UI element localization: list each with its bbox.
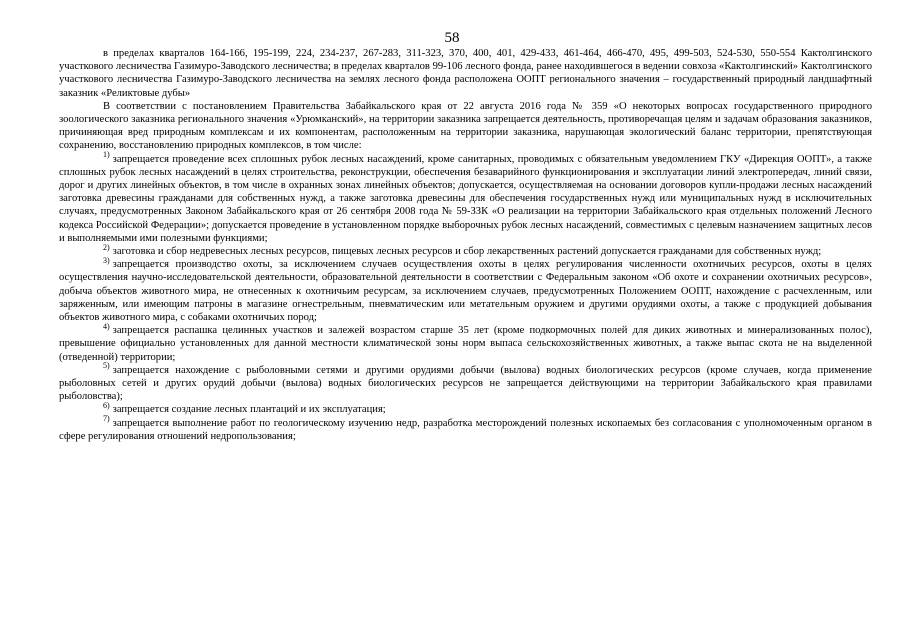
paragraph-text: в пределах кварталов 164-166, 195-199, 224, 234-237, 267-283, 311-323, 370, 400, 401, 429-433, 461-464, 466-470, 495, 499-503, 524-530, 550-554 Кактолгинского участкового лесничества Газимуро-Заводского лесничества; в пределах кварталов 99-106 лесного фонда, ранее находившегося в ведении совхоза «Кактолгинский» Кактолгинского участкового лесничества Газимуро-Заводского лесничества на землях лесного фонда расположена ООПТ регионального значения – государственный природный ландшафтный заказник «Реликтовые дубы» [59, 48, 872, 99]
item-number: 2) [103, 242, 110, 252]
item-text: запрещается создание лесных плантаций и их эксплуатация; [112, 404, 386, 416]
list-item [59, 414, 872, 443]
list-item [59, 400, 872, 416]
item-number: 7) [103, 414, 110, 424]
paragraph-quarters [59, 47, 872, 100]
page-number: 58 [444, 30, 460, 46]
item-number: 1) [103, 150, 110, 160]
paragraph-text: В соответствии с постановлением Правительства Забайкальского края от 22 августа 2016 года № 359 «О некоторых вопросах государственного природного зоологического заказника регионального значения «Урюмканский», на территории заказника запрещается деятельность, противоречащая целям и задачам образования заказников, причиняющая вред природным комплексам и их компонентам, расположенным на территории заказника, нарушающая экологический баланс территории, препятствующая сохранению, восстановлению природных комплексов, в том числе: [59, 100, 872, 152]
list-item [59, 150, 872, 245]
item-text: заготовка и сбор недревесных лесных ресурсов, пищевых лесных ресурсов и сбор лекарственных растений допускается гражданами для собственных нужд; [112, 246, 822, 258]
item-number: 5) [103, 361, 110, 371]
list-item [59, 242, 872, 258]
list-item [59, 361, 872, 404]
paragraph-resolution [59, 100, 872, 153]
item-text: запрещается распашка целинных участков и залежей возрастом старше 35 лет (кроме подкормочных полей для диких животных и минерализованных полос), превышение официально установленных для данной местности климатической зоны норм выпаса сельскохозяйственных животных, а также выпас скота не на выделенной (отведенной) территории; [59, 325, 872, 363]
item-text: запрещается производство охоты, за исключением случаев осуществления охоты в целях регулирования численности охотничьих ресурсов, охоты в целях осуществления научно-исследовательской деятельности, образовательной деятельности в соответствии с Федеральным законом «Об охоте и сохранении охотничьих ресурсов», добыча объектов животного мира, не отнесенных к охотничьим ресурсам, за исключением случаев, предусмотренных Положением ООПТ, нахождение с расчехленным, или заряженным, или имеющим патроны в магазине огнестрельным, пневматическим или метательным оружием и другими орудиями охоты, а также с продукцией добывания объектов животного мира, с собаками охотничьих пород; [59, 259, 872, 324]
item-number: 6) [103, 400, 110, 410]
item-number: 3) [103, 255, 110, 265]
item-text: запрещается выполнение работ по геологическому изучению недр, разработка месторождений полезных ископаемых без согласования с уполномоченным органом в сфере регулирования отношений недропользования; [59, 417, 872, 442]
document-body [59, 47, 872, 443]
item-text: запрещается проведение всех сплошных рубок лесных насаждений, кроме санитарных, проводимых с обязательным уведомлением ГКУ «Дирекция ООПТ», а также сплошных рубок лесных насаждений в целях строительства, реконструкции, обеспечения безаварийного функционирования и эксплуатации линий электропередач, линий связи, дорог и других линейных объектов, в том числе в охранных зонах линейных объектов; допускается, осуществляемая на основании договоров купли-продажи лесных насаждений заготовка древесины гражданами для собственных нужд, а также заготовка древесины для обеспечения государственных нужд или муниципальных нужд в исключительных случаях, предусмотренных Законом Забайкальского края от 26 сентября 2008 года № 59-ЗЗК «О реализации на территории Забайкальского края отдельных положений Лесного кодекса Российской Федерации»; допускается проведение в установленном порядке выборочных рубок лесных насаждений, совместимых с целевым назначением защитных лесов и выполняемыми ими полезными функциями; [59, 153, 872, 244]
item-number: 4) [103, 321, 110, 331]
list-item [59, 255, 872, 324]
list-item [59, 321, 872, 364]
item-text: запрещается нахождение с рыболовными сетями и другими орудиями добычи (вылова) водных биологических ресурсов (кроме случаев, когда применение рыболовных сетей и других орудий добычи (вылова) водных биологических ресурсов не запрещается действующими на территории Забайкальского края правилами рыболовства); [59, 364, 872, 403]
